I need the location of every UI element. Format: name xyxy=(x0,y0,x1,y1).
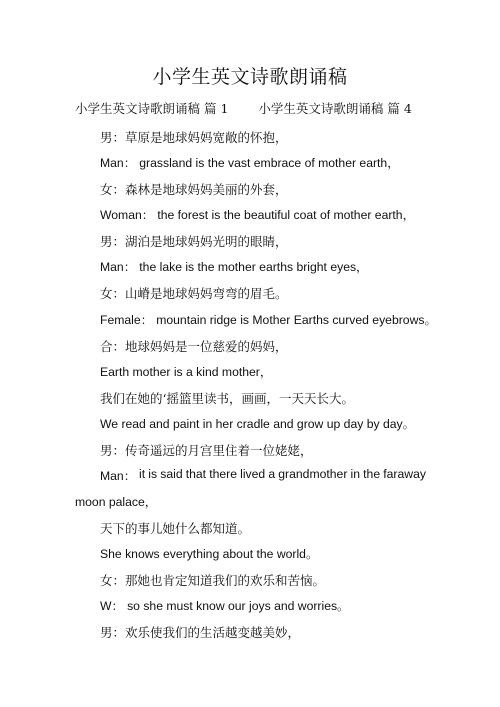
subheader-right: 小学生英文诗歌朗诵稿 篇 4 xyxy=(258,101,412,116)
word: faraway xyxy=(383,467,426,481)
text-line: Man： the lake is the mother earths bright eyes， xyxy=(100,260,369,274)
word: the xyxy=(363,467,381,481)
text-line: 男：传奇遥远的月宫里住着一位姥姥， xyxy=(100,443,313,458)
text-line: Female： mountain ridge is Mother Earths curved eyebrows。 xyxy=(100,313,437,327)
text-line: 男：湖泊是地球妈妈光明的眼睛， xyxy=(100,234,288,249)
text-line: Woman： the forest is the beautiful coat of mother earth， xyxy=(100,208,415,222)
word: in xyxy=(350,467,361,481)
text-line: Man： grassland is the vast embrace of mother earth， xyxy=(100,156,400,170)
word: it xyxy=(139,467,146,481)
text-line: 女：森林是地球妈妈美丽的外套， xyxy=(100,182,288,197)
text-line: 我们在她的‘摇篮里读书，画画，一天天长大。 xyxy=(100,391,354,406)
word: said xyxy=(160,467,183,481)
subheader-left: 小学生英文诗歌朗诵稿 篇 1 xyxy=(75,101,229,116)
word: lived xyxy=(240,467,266,481)
text-line: 男：草原是地球妈妈宽敞的怀抱， xyxy=(100,130,288,145)
word: a xyxy=(268,467,276,481)
word: that xyxy=(185,467,207,481)
justified-text-line xyxy=(100,467,426,484)
text-line: She knows everything about the world。 xyxy=(100,547,319,561)
text-line: 女：山嵴是地球妈妈弯弯的眉毛。 xyxy=(100,286,288,301)
word: grandmother xyxy=(278,467,348,481)
word: is xyxy=(148,467,158,481)
text-line: 女：那她也肯定知道我们的欢乐和苦恼。 xyxy=(100,573,326,588)
document-title: 小学生英文诗歌朗诵稿 xyxy=(152,66,348,88)
text-line: 男：欢乐使我们的生活越变越美妙， xyxy=(100,625,301,640)
word: Man： xyxy=(100,469,136,483)
text-line: Earth mother is a kind mother， xyxy=(100,365,273,379)
text-line: 天下的事儿她什么都知道。 xyxy=(100,521,251,536)
text-line: We read and paint in her cradle and grow up day by day。 xyxy=(100,417,415,431)
document-subheader xyxy=(75,99,412,117)
text-line: W： so she must know our joys and worries。 xyxy=(100,599,350,613)
text-line: 合：地球妈妈是一位慈爱的妈妈， xyxy=(100,339,288,354)
continuation-line: moon palace， xyxy=(75,495,157,509)
word: there xyxy=(209,467,237,481)
